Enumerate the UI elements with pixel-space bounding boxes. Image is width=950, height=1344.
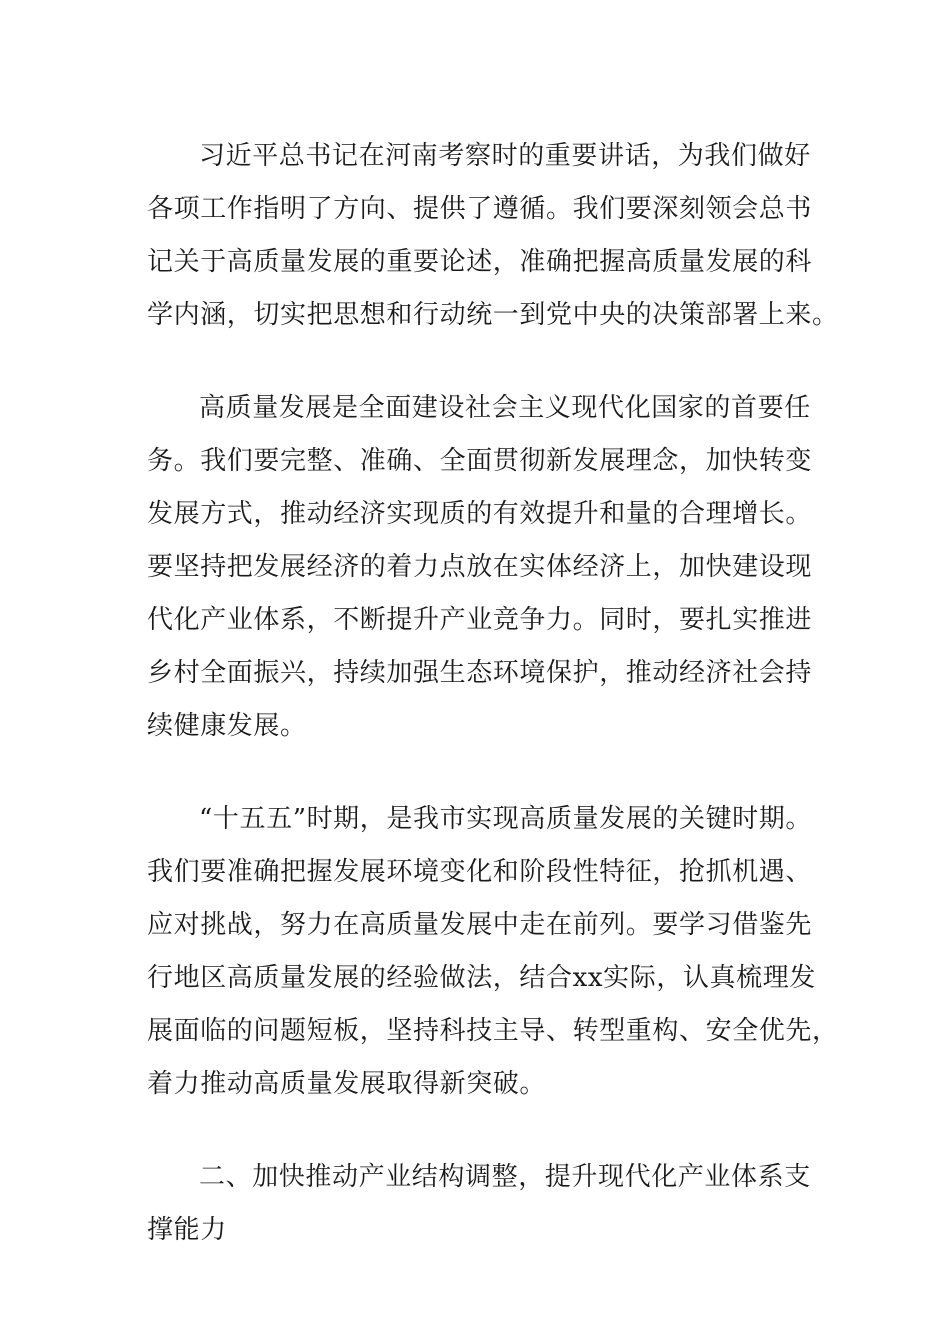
paragraph-line: 高质量发展是全面建设社会主义现代化国家的首要任 xyxy=(199,393,811,423)
paragraph-line: 务。我们要完整、准确、全面贯彻新发展理念，加快转变 xyxy=(147,446,813,476)
paragraph-line: 记关于高质量发展的重要论述，准确把握高质量发展的科 xyxy=(147,247,813,277)
paragraph-line: 发展方式，推动经济实现质的有效提升和量的合理增长。 xyxy=(147,499,813,529)
paragraph-line: 行地区高质量发展的经验做法，结合xx实际，认真梳理发 xyxy=(147,963,816,993)
heading-line: 二、加快推动产业结构调整，提升现代化产业体系支 xyxy=(199,1162,811,1192)
paragraph-line: “十五五”时期，是我市实现高质量发展的关键时期。 xyxy=(199,804,812,834)
paragraph-line: 应对挑战，努力在高质量发展中走在前列。要学习借鉴先 xyxy=(147,910,813,940)
paragraph-line: 展面临的问题短板，坚持科技主导、转型重构、安全优先， xyxy=(147,1016,839,1046)
paragraph-line: 代化产业体系，不断提升产业竞争力。同时，要扎实推进 xyxy=(147,605,813,635)
paragraph-line: 乡村全面振兴，持续加强生态环境保护，推动经济社会持 xyxy=(147,658,813,688)
paragraph-line: 要坚持把发展经济的着力点放在实体经济上，加快建设现 xyxy=(147,552,813,582)
paragraph-line: 学内涵，切实把思想和行动统一到党中央的决策部署上来。 xyxy=(147,300,839,330)
document-body xyxy=(147,130,839,1297)
paragraph-line: 续健康发展。 xyxy=(147,711,307,741)
paragraph-3 xyxy=(147,793,839,1111)
heading-line: 撑能力 xyxy=(147,1215,227,1245)
paragraph-line: 我们要准确把握发展环境变化和阶段性特征，抢抓机遇、 xyxy=(147,857,813,887)
paragraph-line: 各项工作指明了方向、提供了遵循。我们要深刻领会总书 xyxy=(147,194,813,224)
paragraph-1 xyxy=(147,130,839,342)
paragraph-2 xyxy=(147,382,813,753)
paragraph-line: 着力推动高质量发展取得新突破。 xyxy=(147,1069,547,1099)
paragraph-line: 习近平总书记在河南考察时的重要讲话，为我们做好 xyxy=(199,141,811,171)
section-heading-2 xyxy=(147,1151,811,1257)
